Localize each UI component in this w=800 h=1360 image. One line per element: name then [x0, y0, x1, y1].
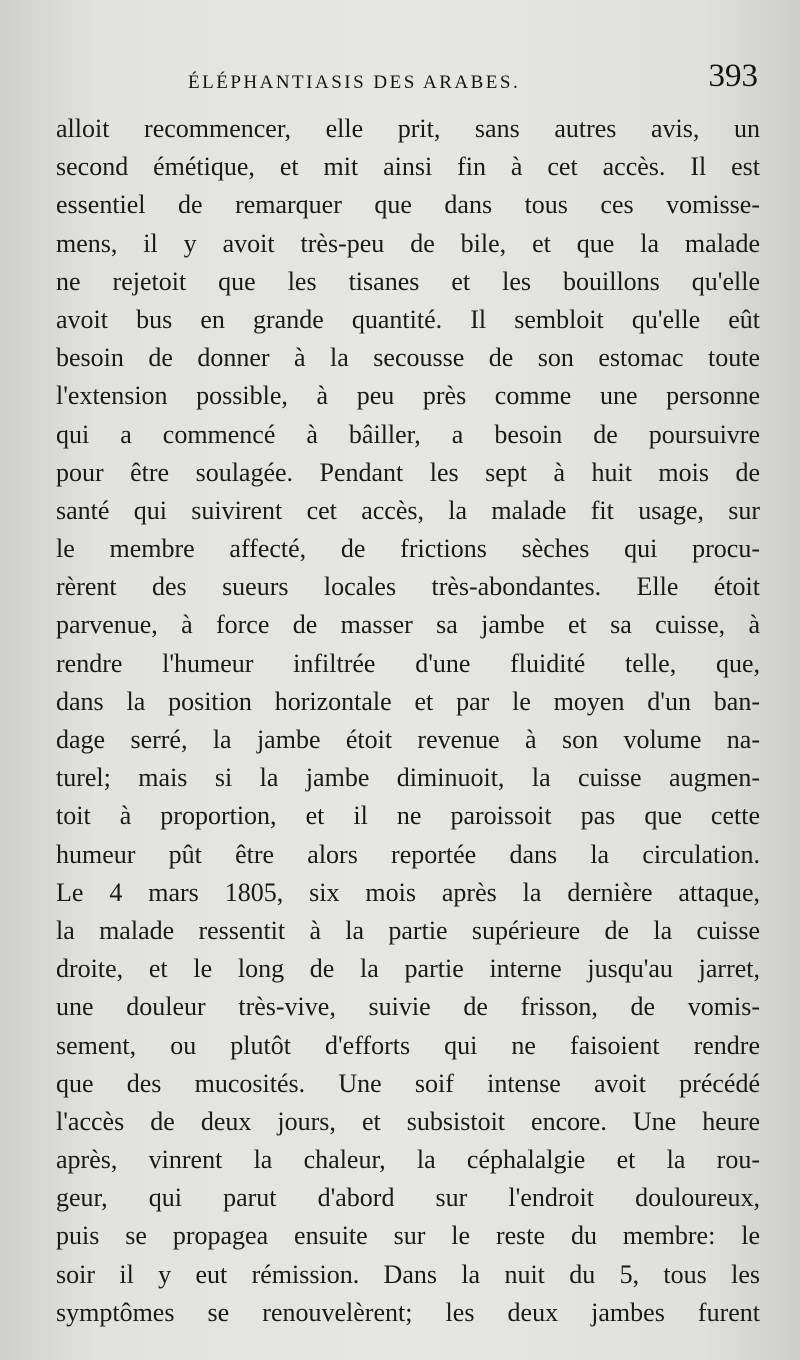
text-line: mens, il y avoit très-peu de bile, et que la malade [56, 228, 760, 258]
text-line: dage serré, la jambe étoit revenue à son volume na- [56, 725, 760, 754]
text-line: geur, qui parut d'abord sur l'endroit douloureux, [56, 1183, 760, 1213]
text-line: second émétique, et mit ainsi fin à cet accès. Il est [56, 152, 760, 182]
text-line: que des mucosités. Une soif intense avoit précédé [56, 1068, 760, 1098]
text-line: droite, et le long de la partie interne jusqu'au jarret, [56, 954, 760, 984]
text-line: puis se propagea ensuite sur le reste du membre: le [56, 1221, 760, 1251]
text-line: rèrent des sueurs locales très-abondantes. Elle étoit [56, 572, 760, 602]
text-line: dans la position horizontale et par le moyen d'un ban- [56, 686, 760, 716]
page-number: 393 [708, 58, 758, 94]
body-text [56, 110, 760, 1332]
text-line: pour être soulagée. Pendant les sept à huit mois de [56, 457, 760, 487]
text-line: qui a commencé à bâiller, a besoin de poursuivre [56, 419, 760, 449]
text-line: Le 4 mars 1805, six mois après la dernière attaque, [56, 877, 760, 907]
text-line: la malade ressentit à la partie supérieure de la cuisse [56, 915, 760, 945]
text-line: santé qui suivirent cet accès, la malade fit usage, sur [56, 495, 760, 525]
text-line: sement, ou plutôt d'efforts qui ne faisoient rendre [56, 1030, 760, 1060]
text-line: une douleur très-vive, suivie de frisson, de vomis- [56, 992, 760, 1022]
running-title: ÉLÉPHANTIASIS DES ARABES. [188, 72, 521, 93]
text-line: essentiel de remarquer que dans tous ces vomisse- [56, 190, 760, 220]
text-line: parvenue, à force de masser sa jambe et sa cuisse, à [56, 610, 760, 640]
text-line: humeur pût être alors reportée dans la circulation. [56, 839, 760, 869]
text-line: ne rejetoit que les tisanes et les bouillons qu'elle [56, 266, 760, 296]
text-line: turel; mais si la jambe diminuoit, la cuisse augmen- [56, 763, 760, 793]
text-line: toit à proportion, et il ne paroissoit pas que cette [56, 801, 760, 831]
page-header [0, 58, 800, 102]
text-line: après, vinrent la chaleur, la céphalalgie et la rou- [56, 1145, 760, 1175]
text-line: l'extension possible, à peu près comme une personne [56, 381, 760, 411]
text-line: rendre l'humeur infiltrée d'une fluidité telle, que, [56, 648, 760, 678]
text-line: alloit recommencer, elle prit, sans autres avis, un [56, 114, 760, 143]
text-line: avoit bus en grande quantité. Il sembloit qu'elle eût [56, 304, 760, 334]
text-line: le membre affecté, de frictions sèches qui procu- [56, 534, 760, 564]
text-line: besoin de donner à la secousse de son estomac toute [56, 343, 760, 373]
text-line: soir il y eut rémission. Dans la nuit du 5, tous les [56, 1259, 760, 1289]
text-line: l'accès de deux jours, et subsistoit encore. Une heure [56, 1106, 760, 1136]
text-line: symptômes se renouvelèrent; les deux jambes furent [56, 1297, 760, 1327]
